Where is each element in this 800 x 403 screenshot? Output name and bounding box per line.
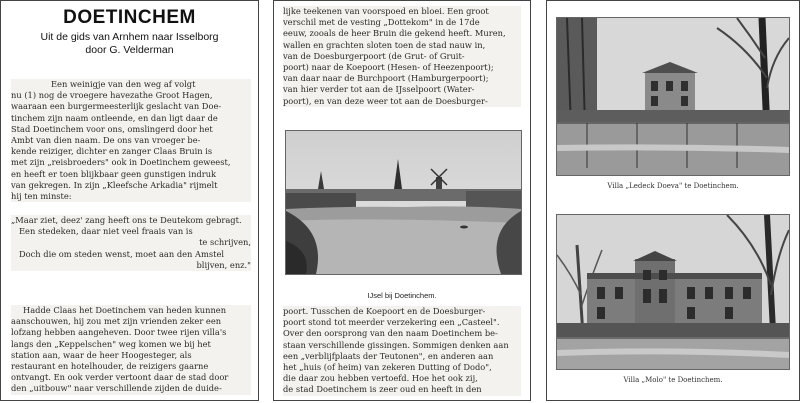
subtitle-author: door G. Velderman: [85, 44, 174, 56]
text-line: poort stond tot meerder verzekering een „Casteel".: [283, 317, 500, 328]
text-line: een „verblijfplaats der Teutonen", en anderen aan: [283, 350, 494, 361]
page-right: [546, 0, 800, 401]
text-line: den „uitbouw" naar verschillende zijden de duide-: [11, 383, 222, 394]
photo-villa-top: [556, 17, 790, 176]
text-line: lijke teekenen van voorspoed en bloei. Een groot: [283, 6, 489, 16]
paragraph-gates: [283, 6, 521, 107]
text-line: poort. Tusschen de Koepoort en de Doesburger-: [283, 306, 486, 316]
text-line: poort) naar de Koepoort (Hesen- of Heezenpoort);: [283, 62, 494, 73]
paragraph-claas: [11, 305, 251, 395]
text-line: de stad Doetinchem is zeer oud en heeft in den: [283, 384, 482, 395]
text-line: kende reiziger, dichter en zanger Claas Bruin is: [11, 146, 213, 157]
text-line: waaraan een burgermeesterlijk geslacht van Doe-: [11, 101, 222, 112]
poem-line: Doch die om steden wenst, moet aan den Amstel: [19, 248, 225, 259]
text-line: tinchem zijn naam ontleende, en dan ligt daar de: [11, 112, 218, 123]
poem-line: Een stedeken, daar niet veel fraais van is: [19, 226, 193, 237]
text-line: Over den oorsprong van den naam Doetinchem be-: [283, 328, 498, 339]
photo-caption-ijsel: IJsel bij Doetinchem.: [367, 291, 437, 300]
text-line: hij ten minste:: [11, 191, 72, 202]
page-title: DOETINCHEM: [63, 7, 196, 28]
text-line: lofzang hebben aangeheven. Door twee rijen villa's: [11, 327, 227, 338]
poem-line: „Maar ziet, deez' zang heeft ons te Deutekom gebragt.: [11, 215, 242, 225]
text-line: het „huis (of heim) van zekeren Dutting of Dodo",: [283, 362, 492, 373]
text-line: verschil met de vesting „Dottekom" in de 17de: [283, 17, 480, 28]
text-line: van hier verder tot aan de IJsselpoort (Water-: [283, 84, 475, 95]
text-line: aanschouwen, hij zou met zijn vrienden zeker een: [11, 316, 222, 327]
text-line: en heeft er toen blijkbaar geen gunstigen indruk: [11, 168, 217, 179]
photo-caption-villa-bottom: Villa „Molo" te Doetinchem.: [623, 376, 723, 384]
poem-line: blijven, enz.": [196, 259, 251, 270]
text-line: van gekregen. In zijn „Kleefsche Arkadia" rijmelt: [11, 179, 218, 190]
text-line: Ambt van dien naam. De ons van vroeger be-: [11, 135, 201, 146]
text-line: restaurant en hotelhouder, de reizigers gaarne: [11, 361, 209, 372]
villa-ledeck-image: [557, 18, 789, 175]
text-line: van daar naar de Burchpoort (Hamburgerpoort);: [283, 73, 489, 84]
text-line: poort), en van deze weer tot aan de Doesburger-: [283, 95, 488, 106]
paragraph-origin: [283, 306, 521, 396]
page-left: [0, 0, 259, 401]
text-line: staan verschillende gissingen. Sommigen denken aan: [283, 339, 509, 350]
poem-line: te schrijven,: [199, 237, 251, 248]
page-middle: [273, 0, 531, 401]
photo-caption-villa-top: Villa „Ledeck Doeva" te Doetinchem.: [607, 182, 739, 190]
text-line: eeuw, zooals de heer Bruin die gekend heeft. Muren,: [283, 28, 506, 39]
ijsel-river-image: [286, 131, 521, 274]
text-line: Stad Doetinchem voor ons, omslingerd door het: [11, 123, 213, 134]
text-line: met zijn „reisbroeders" ook in Doetinchem geweest,: [11, 157, 231, 168]
poem-quote: [11, 215, 251, 271]
text-line: die daar zou hebben vertoefd. Hoe het ook zij,: [283, 373, 478, 384]
subtitle-source: Uit de gids van Arnhem naar Isselborg: [40, 31, 219, 43]
text-line: ontvangt. En ook verder vertoont daar de stad door: [11, 372, 229, 383]
villa-molo-image: [557, 215, 789, 369]
text-line: station aan, waar de heer Hoogesteger, als: [11, 349, 192, 360]
photo-ijsel: [285, 130, 522, 275]
text-line: Hadde Claas het Doetinchem van heden kunnen: [23, 305, 227, 315]
paragraph-intro: [11, 79, 251, 202]
text-line: nu (1) nog de vroegere havezathe Groot Hagen,: [11, 90, 213, 101]
text-line: wallen en grachten sloten toen de stad nauw in,: [283, 39, 486, 50]
text-line: Een weinigje van den weg af volgt: [51, 79, 196, 89]
photo-villa-bottom: [556, 214, 790, 370]
text-line: van de Doesburgerpoort (de Grut- of Gruit-: [283, 50, 465, 61]
text-line: langs den „Keppelschen" weg komen we bij het: [11, 338, 211, 349]
